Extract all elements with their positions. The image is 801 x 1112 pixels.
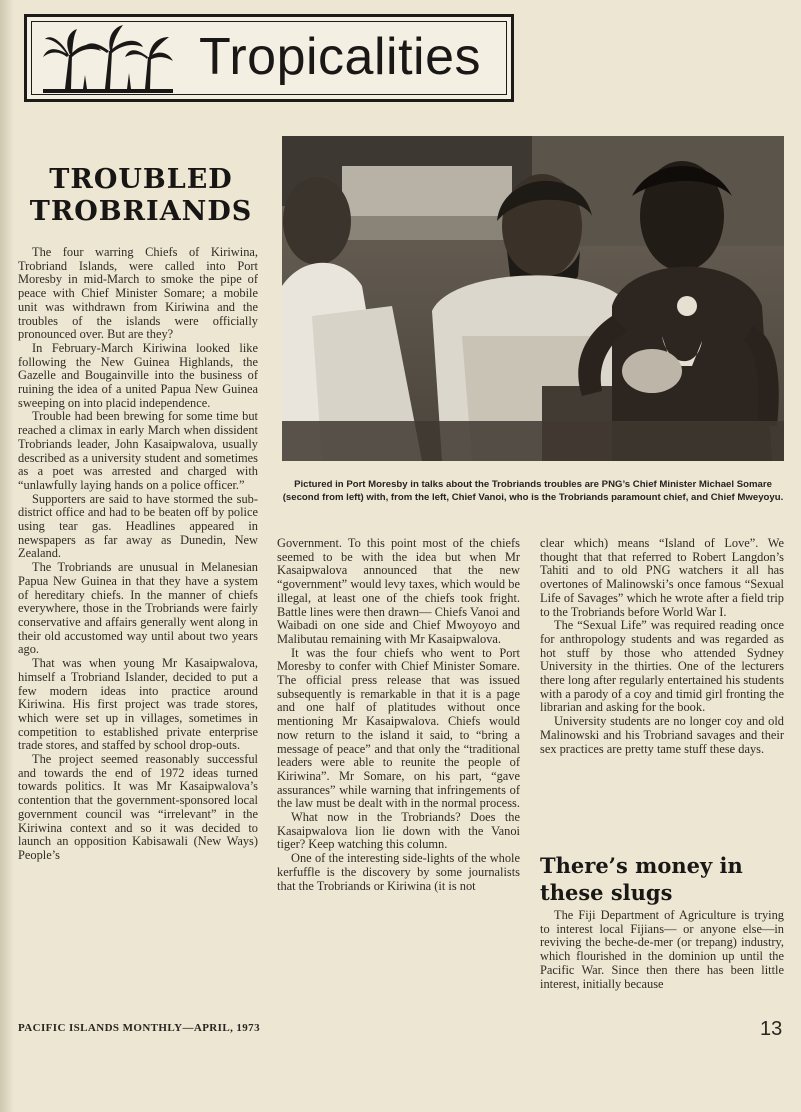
page-gutter-shade	[0, 0, 14, 1112]
paragraph: University students are no longer coy and old Malinowski and his Trobriand savages and their sex practices are pretty tame stuff these days.	[540, 714, 784, 756]
article-column-3	[540, 537, 784, 756]
paragraph: The Fiji Department of Agriculture is trying to interest local Fijians— or anyone else—in reviving the beche-de-mer (or trepang) industry, which flourished in the dominion up until the Pacific War. Since then there has been little interest, initially because	[540, 908, 784, 991]
article-column-2	[277, 537, 520, 893]
news-photo	[282, 136, 784, 461]
photo-caption: Pictured in Port Moresby in talks about the Trobriands troubles are PNG’s Chief Minister Michael Somare (second from left) with, from the left, Chief Vanoi, who is the Trobriands paramount chief, and Chief Mweyoyu.	[282, 479, 784, 503]
section-title: Tropicalities	[199, 28, 481, 86]
palm-trees-icon	[43, 25, 173, 93]
paragraph: It was the four chiefs who went to Port Moresby to confer with Chief Minister Somare. The official press release that was issued subsequently is remarkable in that it is a page and one half of platitudes without once mentioning Mr Kasaipwalova. Chiefs would now return to the island it said, to “bring a message of peace” and that only the “traditional leaders were able to reunite the people of Kiriwina”. Mr Somare, on his part, “gave assurances” while warning that infringements of the law must be dealt with in the normal process.	[277, 645, 520, 811]
paragraph: The Trobriands are unusual in Melanesian Papua New Guinea in that they have a system of hereditary chiefs. In the manner of chiefs everywhere, those in the Trobriands were fairly conservative and affairs generally went along in their old accustomed way until about two years ago.	[18, 560, 258, 657]
paragraph: One of the interesting side-lights of the whole kerfuffle is the discovery by some journalists that the Trobriands or Kiriwina (it is not	[277, 851, 520, 893]
sidebar-article-column	[540, 909, 784, 991]
paragraph: Trouble had been brewing for some time but reached a climax in early March when dissident Trobriands leader, John Kasaipwalova, usually described as a university student and sometimes as a poet was arrested and charged with “unlawfully laying hands on a police officer.”	[18, 409, 258, 492]
paragraph: The four warring Chiefs of Kiriwina, Trobriand Islands, were called into Port Moresby in mid-March to smoke the pipe of peace with Chief Minister Somare; a mobile unit was withdrawn from Kiriwina and the troubles of the islands were officially pronounced over. But are they?	[18, 245, 258, 342]
masthead	[24, 14, 514, 102]
sidebar-headline: There’s money in these slugs	[540, 853, 743, 905]
paragraph: Supporters are said to have stormed the sub-district office and had to be beaten off by police using tear gas. Headlines appeared in newspapers as far away as Dunedin, New Zealand.	[18, 491, 258, 561]
paragraph: That was when young Mr Kasaipwalova, himself a Trobriand Islander, decided to put a few modern ideas into practice around Kiriwina. His first project was trade stores, which were set up in villages, sometimes in competition to established private enterprise trade stores, and staffed by school drop-outs.	[18, 656, 258, 753]
article-headline: TROUBLED TROBRIANDS	[29, 164, 253, 227]
paragraph: Government. To this point most of the chiefs seemed to be with the idea but when Mr Kasaipwalova announced that the new “government” would levy taxes, which would be illegal, at least one of the chiefs took fright. Battle lines were then drawn— Chiefs Vanoi and Waibadi on one side and Chief Mwoyoyo and Malibutau remaining with Mr Kasaipwalova.	[277, 536, 520, 646]
publication-footer: PACIFIC ISLANDS MONTHLY—APRIL, 1973	[18, 1022, 260, 1034]
paragraph: In February-March Kiriwina looked like following the New Guinea Highlands, the Gazelle and Bougainville into the business of ruining the idea of a united Papua New Guinea sweeping on into placid independence.	[18, 340, 258, 410]
paragraph: clear which) means “Island of Love”. We thought that that referred to Robert Langdon’s Tahiti and to old PNG watchers it all has overtones of Malinowski’s once famous “Sexual Life of Savages” which he wrote after a field trip to the Trobriands before World War I.	[540, 536, 784, 619]
paragraph: What now in the Trobriands? Does the Kasaipwalova lion lie down with the Vanoi tiger? Keep watching this column.	[277, 810, 520, 852]
paragraph: The “Sexual Life” was required reading once for anthropology students and was regarded as hot stuff by those who attended Sydney University in the thirties. One of the lecturers there long after regularly entertained his students with a parody of a coy and timid girl fronting the librarian and asking for the book.	[540, 618, 784, 715]
article-column-1	[18, 246, 258, 863]
page-number: 13	[760, 1018, 783, 1040]
paragraph: The project seemed reasonably successful and towards the end of 1972 ideas turned towards politics. It was Mr Kasaipwalova’s contention that the government-sponsored local government council was “irrelevant” in the Kiriwina context and so it was decided to launch an opposition Kabisawali (New Ways) People’s	[18, 752, 258, 862]
